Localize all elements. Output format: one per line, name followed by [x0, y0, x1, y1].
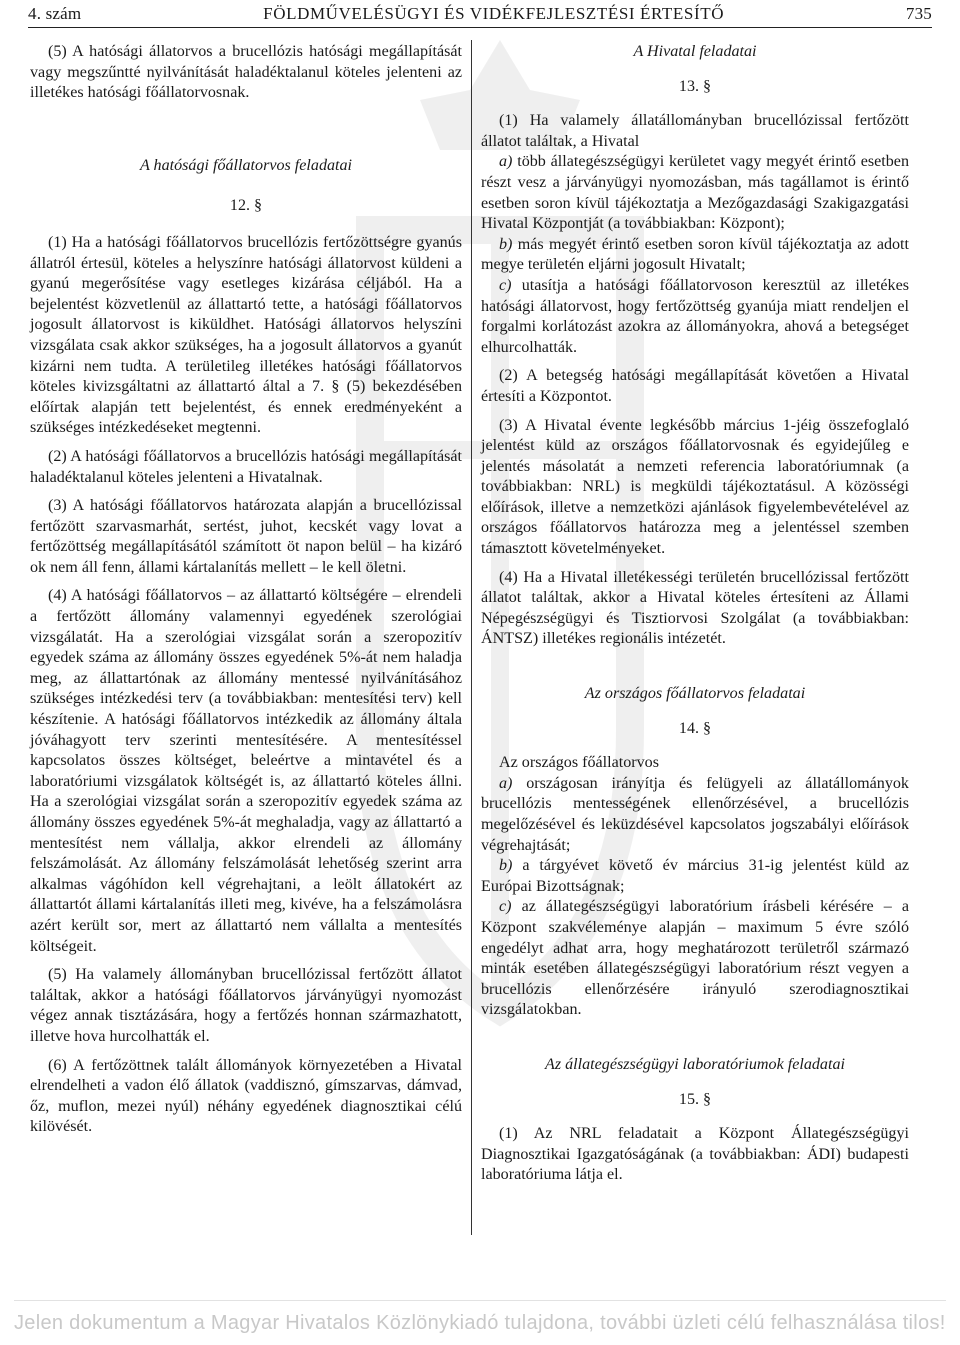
section-12-paragraph-6: (6) A fertőzöttnek talált állományok környezetében a Hivatal elrendelheti a vadon élő állatok (vaddisznó, gímszarvas, dámvad, őz, muflon, mezei nyúl) néhány egyedének diagnosztikai célú kilövését.: [30, 1056, 462, 1136]
item-label: b): [499, 235, 513, 253]
section-13-paragraph-4: (4) Ha a Hivatal illetékességi területén brucellózissal fertőzött állatot találtak, akkor a Hivatal köteles értesíteni az Állami Népegészségügyi és Tisztiorvosi Szolgálat (a továbbiakban: ÁNTSZ) illetékes regionális intézetét.: [481, 568, 909, 648]
section-13-paragraph-1-intro: (1) Ha valamely állatállományban brucellózissal fertőzött állatot találtak, a Hivatal: [481, 112, 909, 150]
section-13-paragraph-3: (3) A Hivatal évente legkésőbb március 1-jéig összefoglaló jelentést küld az országos főállatorvosnak és egyidejűleg e jelentés másolatát a nemzeti referencia laboratóriumnak (a továbbiakban: NRL) is megküldi tájékoztatásul. A közösségi előírások, illetve a nemzetközi ajánlások figyelembevételével az országos főállatorvos határozza meg a jelentéssel szemben támasztott követelményeket.: [481, 416, 909, 558]
item-text: több állategészségügyi kerületet vagy megyét érintő esetben részt vesz a járványügyi nyomozásban, más tagállamot is érintő esetben soron kívül tájékoztatja a Mezőgazdasági Szakigazgatási Hivatal Központját (a továbbiakban: Központ);: [481, 153, 909, 233]
item-text: az állategészségügyi laboratórium írásbeli kérésére – a Központ szakvéleménye alapján – maximum 5 évre szóló engedélyt adhat arra, hogy meghatározott területről származó minták esetében állategészségügyi laboratórium részt vegyen a brucellózis ellenőrzésére irányuló szerodiagnosztikai vizsgálatokban.: [481, 898, 909, 1019]
item-label: c): [499, 276, 512, 294]
section-12-paragraph-1: (1) Ha a hatósági főállatorvos brucellózis fertőzöttségre gyanús állatról értesül, köteles a helyszínre hatósági állatorvost küldeni a gyanú megerősítése vagy esetleges kizárása céljából. Ha a bejelentést közvetlenül az állattartó tette, a hatósági főállatorvos jogosult állatorvost is kiküldhet. Hatósági állatorvos helyszíni vizsgálata csak akkor szükséges, ha a jogosult állatorvos a gyanút kizárni nem tudta. A területileg illetékes hatósági főállatorvos köteles kivizsgáltatni az állattartó által a 7. § (5) bekezdésében előírtak alapján tett bejelentést, és ennek eredményeként a szükséges intézkedéseket megtenni.: [30, 233, 462, 437]
item-label: a): [499, 153, 513, 171]
section-13-item-b: [481, 235, 909, 276]
section-13-item-c: [481, 276, 909, 358]
item-text: országosan irányítja és felügyeli az állatállományok brucellózis mentességének ellenőrzésével, a brucellózis megelőzésével és leküzdésével kapcsolatos jogszabályi előírások végrehajtását;: [481, 774, 909, 854]
item-label: b): [499, 857, 513, 875]
section-14-item-b: [481, 856, 909, 897]
item-text: utasítja a hatósági főállatorvoson keresztül az illetékes hatósági állatorvost, hogy fertőzöttség gyanúja miatt rendeljen el forgalmi korlátozást azokra az állományokra, ahová a betegséget elhurcolhatták.: [481, 276, 909, 356]
heading-13: A Hivatal feladatai: [633, 43, 757, 60]
item-text: a tárgyévet követő év március 31-ig jelentést küld az Európai Bizottságnak;: [481, 857, 909, 895]
section-13-number: 13. §: [678, 77, 712, 95]
heading-15: Az állategészségügyi laboratóriumok feladatai: [545, 1055, 845, 1073]
item-text: más megyét érintő esetben soron kívül tájékoztatja az adott megye területén eljárni jogosult Hivatalt;: [481, 235, 909, 274]
section-14-intro: Az országos főállatorvos: [499, 754, 659, 772]
header-rule: [28, 27, 932, 28]
section-14-item-c: [481, 897, 909, 1021]
section-13-paragraph-2: (2) A betegség hatósági megállapítását követően a Hivatal értesíti a Központot.: [481, 367, 909, 405]
section-13-item-a: [481, 152, 909, 234]
section-12-paragraph-3: (3) A hatósági főállatorvos határozata alapján a brucellózissal fertőzött szarvasmarhát, sertést, juhot, kecskét vagy lovat a fertőzöttség megállapításától számított öt napon belül – ha kizáró ok nem áll fenn, állami kártalanítás mellett – le kell öletni.: [30, 497, 462, 576]
section-12-number: 12. §: [229, 197, 263, 215]
section-12-paragraph-4: (4) A hatósági főállatorvos – az állattartó költségére – elrendeli a fertőzött állomány valamennyi egyedének szerológiai vizsgálatát. Ha a szerológiai vizsgálat során a szeropozitív egyedek száma az állomány összes egyedének 5%-át nem haladja meg, az állattartónak az állomány mentessé nyilvánításához szükséges intézkedési terv (a továbbiakban: mentesítési terv) kell készítenie. A hatósági főállatorvos intézkedik az állomány általa jóváhagyott terv szerinti mentesítésére. A mentesítéssel kapcsolatos összes költséget, beleértve a mintavétel és a laboratóriumi vizsgálatok költségét is, az állattartó köteles állni. Ha a szerológiai vizsgálat során a szeropozitív egyedek száma az állomány összes egyedének 5%-át meghaladja, vagy az állattartó a mentesítést nem vállalja, akkor elrendeli az állomány felszámolását. Az állomány felszámolását lehetőség szerint arra alkalmas vágóhídon kell végrehajtani, a leölt állatokért az állattartót állami kártalanítás illeti meg, kivéve, ha a felszámolásra azért került sor, mert az állattartó nem vállalta a mentesítés költségeit.: [30, 587, 462, 955]
item-label: a): [499, 774, 513, 792]
section-14-item-a: [481, 774, 909, 856]
section-12-paragraph-5: (5) Ha valamely állományban brucellózissal fertőzött állatot találtak, akkor a hatósági főállatorvos járványügyi nyomozást végez annak tisztázására, hogy a fertőzés honnan származhatott, illetve hova hurcolhatták el.: [30, 966, 462, 1045]
right-column: [481, 42, 909, 1186]
publication-title: FÖLDMŰVELÉSÜGYI ÉS VIDÉKFEJLESZTÉSI ÉRTESÍTŐ: [263, 4, 725, 23]
page-number: 735: [905, 4, 932, 23]
running-header: [28, 2, 932, 26]
footer-rule: [14, 1300, 946, 1301]
section-14-number: 14. §: [678, 719, 712, 737]
issue-number: 4. szám: [28, 4, 82, 23]
heading-14: Az országos főállatorvos feladatai: [584, 685, 806, 703]
section-15-number: 15. §: [678, 1090, 712, 1108]
section-12-paragraph-2: (2) A hatósági főállatorvos a brucellózis hatósági megállapítását haladéktalanul köteles jelenteni a Hivatalnak.: [30, 447, 462, 486]
left-column: [30, 42, 462, 1138]
column-divider: [471, 40, 472, 1235]
paragraph-5-intro: (5) A hatósági állatorvos a brucellózis hatósági megállapítását vagy megszűntté nyilvánítását haladéktalanul köteles jelenteni az illetékes hatósági főállatorvosnak.: [30, 43, 462, 102]
item-label: c): [499, 898, 512, 916]
heading-12: A hatósági főállatorvos feladatai: [139, 156, 353, 174]
section-15-paragraph-1: (1) Az NRL feladatait a Központ Állategészségügyi Diagnosztikai Igazgatóságának (a továbbiakban: ÁDI) budapesti laboratóriuma látja el.: [481, 1125, 909, 1184]
ownership-notice: Jelen dokumentum a Magyar Hivatalos Közlönykiadó tulajdona, további üzleti célú felhasználása tilos!: [14, 1312, 946, 1334]
